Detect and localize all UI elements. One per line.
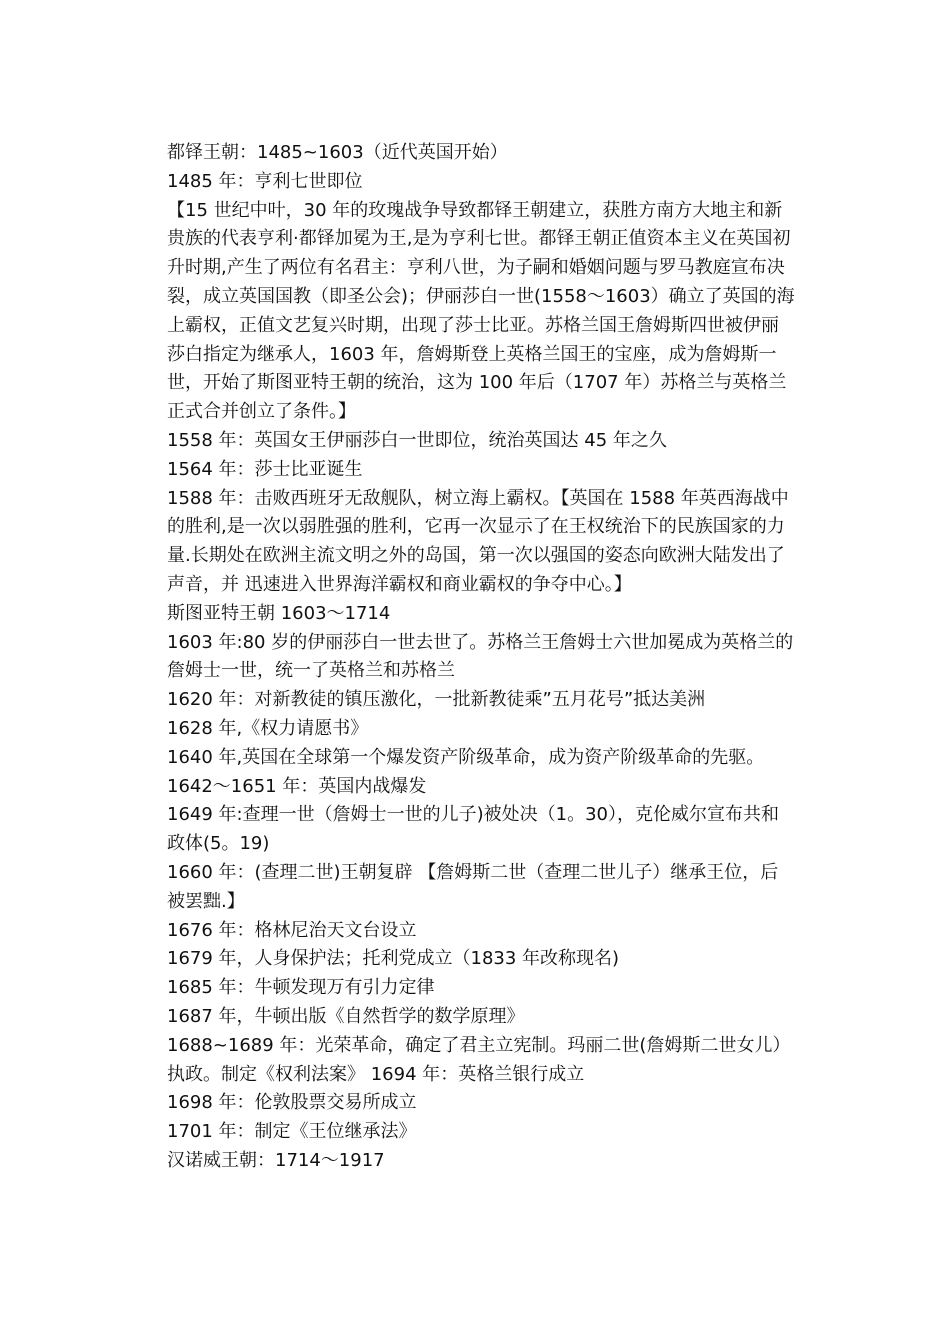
- timeline-entry-1588: 1588 年：击败西班牙无敌舰队，树立海上霸权。【英国在 1588 年英西海战中的胜利,是一次以弱胜强的胜利，它再一次显示了在王权统治下的民族国家的力量.长期处在欧洲主流文明之外的岛国，第一次以强国的姿态向欧洲大陆发出了声音，并 迅速进入世界海洋霸权和商业霸权的争夺中心。】: [167, 487, 789, 595]
- timeline-entry-1679: 1679 年，人身保护法；托利党成立（1833 年改称现名): [167, 948, 620, 970]
- heading-hanover-dynasty: 汉诺威王朝：1714～1917: [167, 1149, 385, 1171]
- timeline-entry-1701: 1701 年：制定《王位继承法》: [167, 1121, 417, 1143]
- timeline-entry-1620: 1620 年：对新教徒的镇压激化，一批新教徒乘”五月花号”抵达美洲: [167, 689, 706, 711]
- timeline-entry-1649: 1649 年:查理一世（詹姆士一世的儿子)被处决（1。30），克伦威尔宣布共和政体(5。19): [167, 804, 779, 855]
- timeline-entry-1688: 1688~1689 年：光荣革命，确定了君主立宪制。玛丽二世(詹姆斯二世女儿）执政。制定《权利法案》 1694 年：英格兰银行成立: [167, 1034, 791, 1085]
- heading-stuart-dynasty: 斯图亚特王朝 1603～1714: [167, 602, 391, 624]
- note-tudor-dynasty: 【15 世纪中叶，30 年的玫瑰战争导致都铎王朝建立，获胜方南方大地主和新贵族的代表亨利·都铎加冕为王,是为亨利七世。都铎王朝正值资本主义在英国初升时期,产生了两位有名君主：亨利八世，为子嗣和婚姻问题与罗马教庭宣布决裂，成立英国国教（即圣公会)；伊丽莎白一世(1558～1603）确立了英国的海上霸权，正值文艺复兴时期，出现了莎士比亚。苏格兰国王詹姆斯四世被伊丽莎白指定为继承人，1603 年，詹姆斯登上英格兰国王的宝座，成为詹姆斯一世，开始了斯图亚特王朝的统治，这为 100 年后（1707 年）苏格兰与英格兰正式合并创立了条件。】: [167, 199, 795, 423]
- timeline-entry-1676: 1676 年：格林尼治天文台设立: [167, 919, 417, 941]
- timeline-entry-1640: 1640 年,英国在全球第一个爆发资产阶级革命，成为资产阶级革命的先驱。: [167, 746, 765, 768]
- timeline-entry-1558: 1558 年：英国女王伊丽莎白一世即位，统治英国达 45 年之久: [167, 429, 667, 451]
- timeline-entry-1687: 1687 年，牛顿出版《自然哲学的数学原理》: [167, 1005, 525, 1027]
- timeline-entry-1485: 1485 年：亨利七世即位: [167, 170, 363, 192]
- timeline-entry-1698: 1698 年：伦敦股票交易所成立: [167, 1092, 417, 1114]
- timeline-entry-1564: 1564 年：莎士比亚诞生: [167, 458, 363, 480]
- timeline-entry-1628: 1628 年,《权力请愿书》: [167, 717, 369, 739]
- document-body: [167, 139, 795, 1176]
- timeline-entry-1642: 1642～1651 年：英国内战爆发: [167, 775, 427, 797]
- timeline-entry-1660: 1660 年：(查理二世)王朝复辟 【詹姆斯二世（查理二世儿子）继承王位，后被罢黜.】: [167, 861, 779, 912]
- timeline-entry-1603: 1603 年:80 岁的伊丽莎白一世去世了。苏格兰王詹姆士六世加冕成为英格兰的詹姆士一世，统一了英格兰和苏格兰: [167, 631, 794, 682]
- heading-tudor-dynasty: 都铎王朝：1485~1603（近代英国开始）: [167, 142, 508, 163]
- timeline-entry-1685: 1685 年：牛顿发现万有引力定律: [167, 977, 435, 999]
